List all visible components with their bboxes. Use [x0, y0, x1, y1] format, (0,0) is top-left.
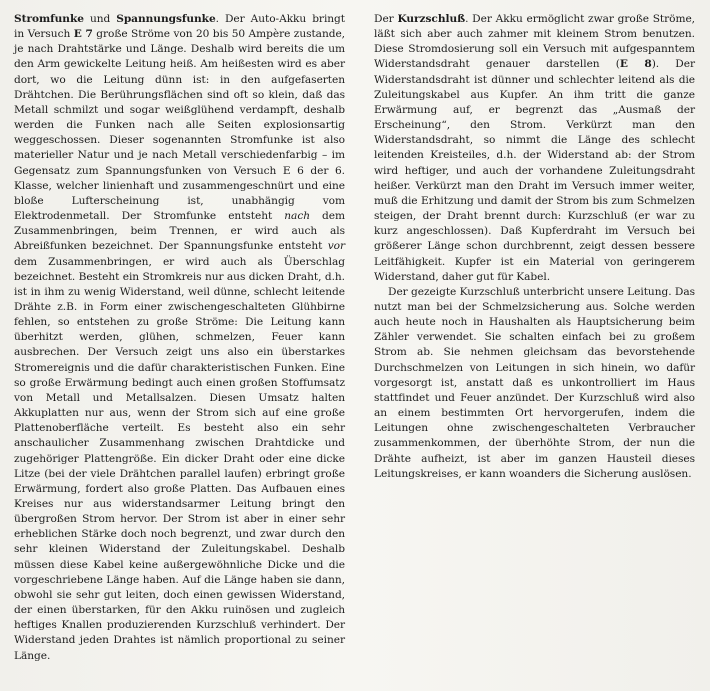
heading-stromfunke: Stromfunke: [14, 13, 84, 25]
text-span: dem Zusammenbringen, beim Trennen, er wird auch als Abreißfunken bezeichnet. Der Spannungsfunke entsteht: [14, 210, 346, 253]
text-span: dem Zusammenbringen, er wird auch als Überschlag bezeichnet. Besteht ein Stromkreis nur aus dicken Draht, d.h. ist in ihm zu wenig Widerstand, weil dünne, schlecht leitende Drähte z.B. in Form einer zwischengeschalteten Glühbirne fehlen, so entstehen zu große Ströme: Die Leitung kann überhitzt werden, glühen, schmelzen, Feuer kann ausbrechen. Der Versuch zeigt uns also ein überstarkes Stromereignis und die dafür charakteristischen Funken. Eine so große Erwärmung bedingt auch einen großen Stoffumsatz von Metall und Metallsalzen. Diesen Umsatz halten Akkuplatten nur aus, wenn der Strom sich auf eine große Plattenoberfläche verteilt. Es besteht also ein sehr anschaulicher Zusammenhang zwischen Drahtdicke und zugehöriger Plattengröße. Ein dicker Draht oder eine dicke Litze (bei der viele Drähtchen parallel laufen) erbringt große Erwärmung, fordert also große Platten. Das Aufbauen eines Kreises nur aus widerstandsarmer Leitung bringt den übergroßen Strom hervor. Der Strom ist aber in einer sehr erheblichen Stärke doch noch begrenzt, und zwar durch den sehr kleinen Widerstand der Zuleitungskabel. Deshalb müssen diese Kabel keine außergewöhnliche Dicke und die vorgeschriebene Länge haben. Auf die Länge haben sie dann, obwohl sie sehr gut leiten, doch einen gewissen Widerstand, der einen überstarken, für den Akku ruinösen und zugleich heftiges Knallen produzierenden Kurzschluß verhindert. Der Widerstand jeden Drahtes ist nämlich proportional zu seiner Länge.: [14, 255, 345, 662]
right-column: [374, 12, 695, 482]
text-span: Der: [374, 13, 398, 25]
heading-spannungsfunke: Spannungsfunke: [116, 13, 216, 25]
text-span: . Der Auto-Akku bringt in Versuch: [14, 13, 345, 41]
heading-kurzschluss: Kurzschluß: [397, 13, 466, 25]
emphasis-nach: nach: [284, 210, 310, 223]
paragraph-schmelzsicherung: Der gezeigte Kurzschluß unterbricht unsere Leitung. Das nutzt man bei der Schmelzsicherung aus. Solche werden auch heute noch in Haushalten als Hauptsicherung beim Zähler verwendet. Sie schalten einfach bei zu großem Strom ab. Sie nehmen gleichsam das bevorstehende Durchschmelzen von Leitungen in sich hinein, wo dafür vorgesorgt ist, anstatt daß es unkontrolliert im Haus stattfindet und Feuer anzündet. Der Kurzschluß wird also an einem bestimmten Ort hervorgerufen, indem die Leitungen ohne zwischengeschalteten Verbraucher zusammenkommen, der überhöhte Strom, der nun die Drähte aufheizt, ist aber im ganzen Hausteil dieses Leitungskreises, er kann woanders die Sicherung auslösen.: [374, 285, 695, 480]
paragraph-kurzschluss: [374, 12, 695, 285]
experiment-ref-e8: E 8: [619, 58, 652, 71]
left-column: [14, 12, 345, 664]
paragraph-stromfunke: [14, 12, 345, 664]
text-span: große Ströme von 20 bis 50 Ampère zustande, je nach Drahtstärke und Länge. Deshalb wird bereits die um den Arm gewickelte Leitung heiß. Am heißesten wird es aber dort, wo die Leitung dünn ist: in den aufgefaserten Drähtchen. Die Berührungsflächen sind oft so klein, daß das Metall schmilzt und sogar weißglühend verdampft, deshalb werden die Funken nach alle Seiten explosionsartig weggeschossen. Dieser sogenannten Stromfunke ist also materieller Natur und je nach Metall verschiedenfarbig – im Gegensatz zum Spannungsfunken von Versuch E 6 der 6. Klasse, welcher linienhaft und zusammengeschnürt und eine bloße Lufterscheinung ist, unabhängig vom Elektrodenmetall. Der Stromfunke entsteht: [14, 28, 345, 223]
text-span: . Der Akku ermöglicht zwar große Ströme, läßt sich aber auch zahmer mit kleinem Strom benutzen. Diese Stromdosierung soll ein Versuch mit aufgespanntem Widerstandsdraht genauer darstellen (: [374, 13, 695, 71]
text-span: und: [83, 13, 117, 25]
experiment-ref-e7: E 7: [73, 28, 93, 41]
text-span: ). Der Widerstandsdraht ist dünner und schlechter leitend als die Zuleitungskabel aus Kupfer. An ihm tritt die ganze Erwärmung auf, er begrenzt das „Ausmaß der Erscheinung“, den Strom. Verkürzt man den Widerstandsdraht, so nimmt die Länge des schlecht leitenden Kreisteiles, d.h. der Widerstand ab: der Strom wird heftiger, und auch der vorhandene Zuleitungsdraht heißer. Verkürzt man den Draht im Versuch immer weiter, muß die Erhitzung und damit der Strom bis zum Schmelzen steigen, der Draht brennt durch: Kurzschluß (er war zu kurz angeschlossen). Daß Kupferdraht im Versuch bei größerer Länge schon durchbrennt, zeigt dessen bessere Leitfähigkeit. Kupfer ist ein Material von geringerem Widerstand, daher gut für Kabel.: [374, 58, 695, 283]
emphasis-vor: vor: [327, 240, 345, 253]
